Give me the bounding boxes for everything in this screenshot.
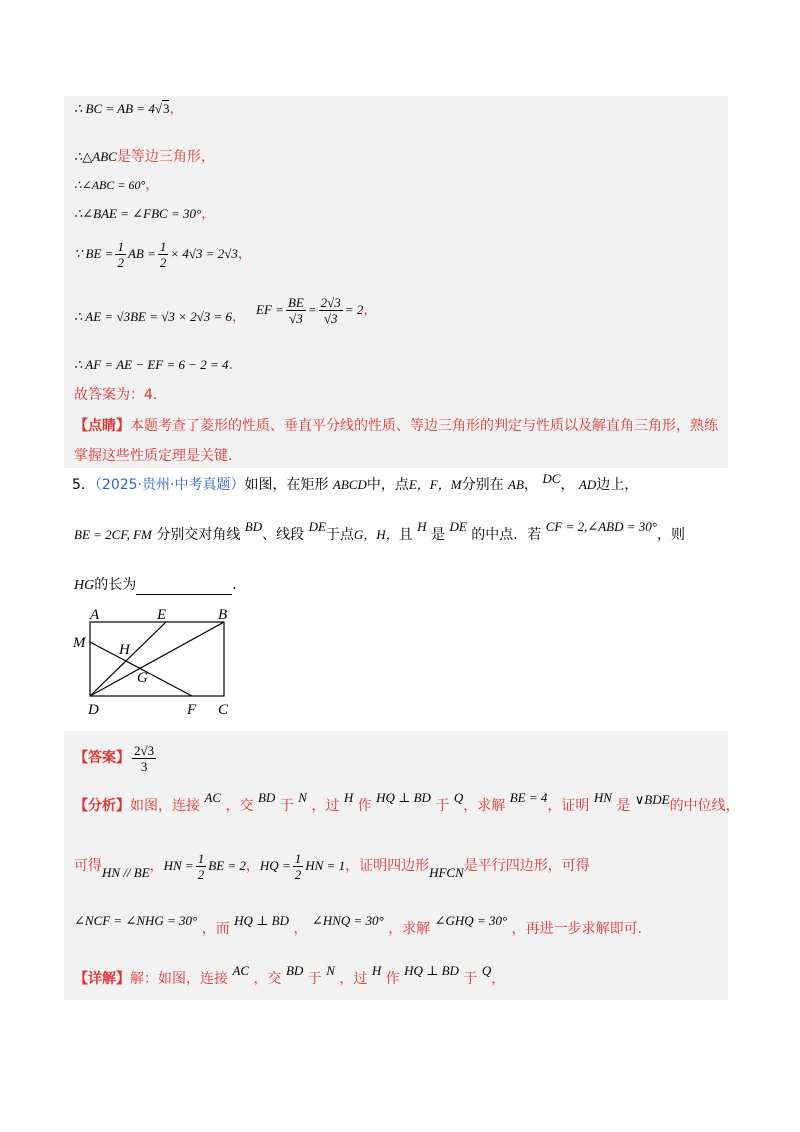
answer-fraction	[132, 743, 156, 774]
frac-den: √3	[289, 310, 303, 326]
math-ab: AB =	[127, 246, 156, 261]
punct: ，	[560, 477, 575, 493]
analysis-text: 作	[357, 798, 372, 814]
math-h: H	[343, 790, 354, 805]
label-a: A	[90, 607, 100, 623]
frac-num: 2√3	[134, 742, 155, 758]
math-abcd: ABCD	[332, 477, 367, 492]
analysis-text: 于	[279, 798, 294, 814]
frac-num: 1	[197, 850, 205, 866]
detail-text: 于	[463, 971, 478, 987]
math-bc-ab: ∴ BC = AB = 4	[74, 101, 155, 116]
comment-text: 本题考查了菱形的性质、垂直平分线的性质、等边三角形的判定与性质以及解直角三角形，熟练	[130, 418, 718, 434]
math-hq-perp-bd: HQ ⊥ BD	[404, 963, 459, 978]
sqrt-radicand: 3	[162, 101, 170, 116]
problem-text: 是	[431, 527, 445, 543]
analysis-text: 可得	[74, 858, 102, 874]
geometry-figure	[70, 602, 250, 720]
label-m: M	[73, 635, 86, 651]
analysis-text: 于	[435, 798, 450, 814]
math-hn: HN	[593, 790, 612, 805]
comment-line-1	[74, 417, 718, 435]
comment-line-2	[74, 447, 242, 465]
math-hfcn: HFCN	[429, 865, 464, 880]
frac-den: 2	[197, 866, 205, 882]
equilateral-text: 是等边三角形，	[116, 149, 215, 165]
math-triangle-abc: ∴△ABC	[74, 149, 117, 164]
answer-blank[interactable]	[136, 580, 232, 595]
analysis-line-2	[74, 846, 590, 886]
answer-line	[74, 740, 158, 776]
detail-text: ，交	[253, 971, 282, 987]
frac-num: BE	[287, 294, 304, 310]
frac-num: 2√3	[320, 294, 341, 310]
analysis-text: 的中位线，	[669, 798, 740, 814]
problem-text: 、线段	[262, 527, 305, 543]
analysis-text: ，证明四边形	[345, 858, 430, 874]
problem-text: 如图，在矩形	[244, 477, 329, 493]
fraction-half	[196, 851, 207, 882]
problem-text: 的长为	[94, 577, 137, 593]
punct: ，	[523, 477, 538, 493]
detail-text: 解：如图，连接	[130, 971, 228, 987]
frac-den: 3	[140, 758, 148, 774]
solution-line-5	[74, 234, 252, 274]
math-condition: BE = 2CF, FM	[74, 527, 152, 542]
math-be: ∵ BE =	[74, 246, 114, 261]
analysis-text: ，证明	[547, 798, 590, 814]
analysis-line-1	[74, 790, 740, 815]
solution-line-3	[74, 176, 159, 194]
frac-num: 1	[159, 238, 167, 254]
math-hq-eq: HQ =	[259, 858, 291, 873]
math-angle-hnq: ∠HNQ = 30°	[311, 913, 384, 928]
solution-line-4	[74, 205, 215, 223]
analysis-text: ，	[245, 858, 260, 874]
label-f: F	[187, 702, 197, 718]
math-ab: AB	[508, 477, 524, 492]
math-hq-perp-bd: HQ ⊥ BD	[234, 913, 290, 928]
math-ae: ∴ AE = √3BE = √3 × 2√3 = 6	[74, 309, 233, 324]
math-eq: =	[307, 302, 317, 317]
math-n: N	[298, 790, 307, 805]
problem-text: 中，点	[366, 477, 409, 493]
math-hn-eq: HN =	[163, 858, 194, 873]
segment-de	[90, 622, 166, 696]
analysis-text: ，求解	[463, 798, 506, 814]
math-hq-value: HN = 1	[305, 858, 346, 873]
punct: ．	[232, 577, 247, 593]
analysis-text: 是	[616, 798, 631, 814]
analysis-text: ，过	[311, 798, 340, 814]
analysis-text: ，	[149, 858, 164, 874]
problem-text: 分别交对角线	[156, 527, 241, 543]
problem-source: （2025·贵州·中考真题）	[94, 477, 245, 493]
solution-line-7	[74, 356, 243, 374]
punct: ，	[145, 177, 160, 193]
problem-text: ，则	[656, 527, 685, 543]
math-gh: G，H，	[353, 527, 399, 542]
frac-den: 2	[159, 254, 167, 270]
punct: ．	[228, 357, 243, 373]
solution-line-6	[74, 288, 377, 332]
punct: ，	[363, 302, 378, 318]
diagonal-bd	[90, 622, 224, 696]
answer-tag: 【答案】	[74, 750, 130, 766]
problem-line-1	[72, 471, 639, 494]
detail-line-1	[74, 963, 506, 988]
problem-text: 于点	[325, 527, 354, 543]
problem-text: 分别在	[461, 477, 504, 493]
detail-text: ，	[491, 971, 506, 987]
math-q: Q	[453, 790, 464, 805]
sqrt-sign: √	[154, 101, 162, 116]
math-be-4: BE = 4	[509, 790, 548, 805]
problem-number: 5．	[72, 477, 95, 493]
math-angle-ghq: ∠GHQ = 30°	[434, 913, 508, 928]
frac-den: 2	[117, 254, 124, 270]
math-angle-abc: ∴∠ABC = 60°	[74, 178, 146, 192]
fraction-half	[158, 239, 169, 270]
math-de: DE	[449, 519, 467, 534]
label-c: C	[218, 702, 229, 718]
detail-text: ，过	[339, 971, 368, 987]
math-given: CF = 2,∠ABD = 30°	[545, 519, 657, 534]
math-de: DE	[308, 519, 326, 534]
label-d: D	[88, 702, 99, 718]
math-bd: BD	[257, 790, 276, 805]
analysis-text: ，求解	[388, 921, 431, 937]
math-angle-bae: ∴∠BAE = ∠FBC = 30°	[74, 206, 202, 221]
fraction-half	[115, 239, 126, 270]
math-be-value: × 4√3 = 2√3	[170, 246, 238, 261]
math-q: Q	[481, 963, 492, 978]
fraction-be-sqrt3	[286, 295, 306, 326]
math-dc: DC	[542, 471, 561, 486]
punct: ，	[169, 101, 184, 117]
punct: ，	[237, 246, 252, 262]
frac-den: 2	[294, 866, 302, 882]
detail-text: 于	[307, 971, 322, 987]
math-efm: E，F，M	[408, 477, 462, 492]
comment-tag: 【点睛】	[74, 418, 130, 434]
math-angle-ncf: ∠NCF = ∠NHG = 30°	[74, 913, 198, 928]
fraction-half	[293, 851, 304, 882]
analysis-text: ，	[293, 921, 308, 937]
math-hg: HG	[74, 578, 95, 593]
solution-line-2	[74, 148, 215, 166]
math-hn-parallel-be: HN // BE	[102, 865, 150, 880]
analysis-line-3	[74, 912, 643, 937]
problem-text: 边上，	[596, 477, 639, 493]
fraction-2sqrt3-sqrt3	[319, 295, 343, 326]
problem-line-2	[74, 519, 685, 544]
answer-text: 故答案为：4．	[74, 387, 167, 403]
detail-tag: 【详解】	[74, 971, 130, 987]
math-bd: BD	[244, 519, 263, 534]
comment-text-2: 掌握这些性质定理是关键．	[74, 448, 242, 464]
analysis-text: 是平行四边形，可得	[463, 858, 590, 874]
detail-text: 作	[385, 971, 400, 987]
math-ad: AD	[578, 477, 597, 492]
math-h: H	[417, 519, 427, 534]
math-ef: EF =	[256, 302, 284, 317]
problem-text: 且	[398, 527, 413, 543]
analysis-text: ，再进一步求解即可.	[511, 921, 643, 937]
problem-text: 的中点．若	[471, 527, 542, 543]
punct: ，	[201, 206, 216, 222]
frac-num: 1	[294, 850, 302, 866]
math-bd: BD	[285, 963, 304, 978]
math-af: ∴ AF = AE − EF = 6 − 2 = 4	[74, 357, 229, 372]
math-hq-perp-bd: HQ ⊥ BD	[376, 790, 431, 805]
analysis-text: 如图，连接	[130, 798, 200, 814]
math-h: H	[371, 963, 382, 978]
math-ef-value: = 2	[344, 302, 364, 317]
label-b: B	[218, 607, 228, 623]
label-h: H	[119, 642, 130, 658]
math-n: N	[326, 963, 335, 978]
analysis-tag: 【分析】	[74, 798, 130, 814]
solution-line-1	[74, 100, 183, 118]
problem-line-3	[74, 576, 246, 595]
frac-den: √3	[323, 310, 338, 326]
answer-statement	[74, 386, 167, 404]
label-g: G	[137, 670, 148, 686]
math-ac: AC	[232, 963, 250, 978]
math-hn-value: BE = 2	[208, 858, 246, 873]
math-ac: AC	[204, 790, 222, 805]
analysis-text: ，交	[225, 798, 254, 814]
frac-num: 1	[117, 238, 124, 254]
punct: ，	[232, 309, 247, 325]
math-triangle-bde: ∨BDE	[634, 792, 670, 807]
label-e: E	[157, 607, 167, 623]
analysis-text: ，而	[201, 921, 230, 937]
